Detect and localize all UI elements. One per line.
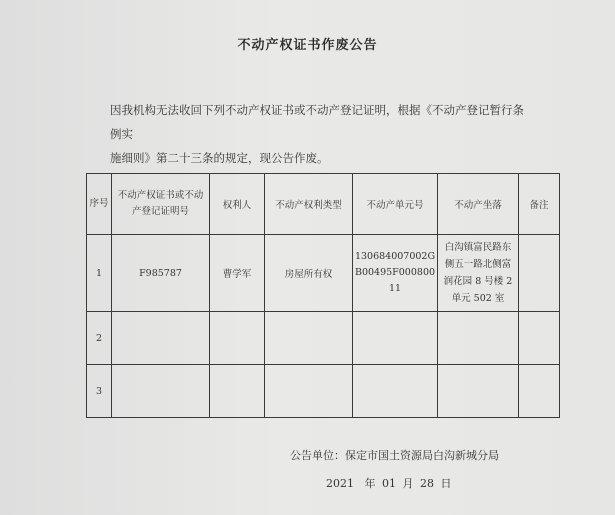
row2-location — [438, 312, 519, 365]
row2-seq: 2 — [87, 312, 112, 365]
row3-right-type — [265, 365, 353, 418]
header-cert-no-label: 不动产权证书或不动产登记证明号 — [117, 190, 204, 217]
row1-unit-no-line-2: B00495F000800 — [354, 267, 436, 278]
header-location — [438, 174, 519, 235]
paragraph-line-2: 施细则》第二十三条的规定，现公告作废。 — [110, 151, 329, 165]
row1-holder: 曹学军 — [210, 235, 265, 312]
row1-location — [438, 235, 519, 312]
row3-remark — [519, 365, 560, 418]
row1-unit-no — [353, 235, 438, 312]
header-unit-no — [353, 174, 438, 235]
table-header-row — [87, 174, 560, 235]
issuer-line: 公告单位：保定市国土资源局白沟新城分局 — [290, 449, 499, 462]
row1-seq: 1 — [87, 235, 112, 312]
row2-unit-no — [353, 312, 438, 365]
row1-cert-no: F985787 — [112, 235, 210, 312]
row2-cert-no — [112, 312, 210, 365]
header-holder — [210, 174, 265, 235]
announcement-paragraph — [110, 98, 530, 170]
header-right-type-label: 不动产权利类型 — [275, 200, 342, 211]
row1-location-line-1: 白沟镇富民路东 — [444, 242, 512, 253]
row3-seq: 3 — [87, 365, 112, 418]
row3-location — [438, 365, 519, 418]
table-row — [87, 312, 560, 365]
paragraph-line-1: 因我机构无法收回下列不动产权证书或不动产登记证明，根据《不动产登记暂行条例实 — [110, 103, 524, 141]
certificate-table — [86, 173, 560, 418]
header-remark-label: 备注 — [529, 200, 549, 211]
page-title: 不动产权证书作废公告 — [237, 38, 378, 53]
row1-unit-no-line-1: 130684007002G — [354, 251, 436, 262]
row2-holder — [210, 312, 265, 365]
header-holder-label: 权利人 — [222, 200, 252, 211]
header-cert-no — [112, 174, 210, 235]
row2-remark — [519, 312, 560, 365]
date-line — [326, 475, 455, 491]
row3-holder — [210, 365, 265, 418]
row3-unit-no — [353, 365, 438, 418]
header-seq — [87, 174, 112, 235]
row1-location-line-3: 润花园 8 号楼 2 — [443, 276, 513, 287]
row3-cert-no — [112, 365, 210, 418]
row2-right-type — [265, 312, 353, 365]
header-right-type — [265, 174, 353, 235]
row1-location-line-4: 单元 502 室 — [451, 293, 505, 304]
row1-unit-no-line-3: 11 — [388, 283, 402, 294]
date-rest: 年 01 月 28 日 — [364, 477, 452, 490]
date-year: 2021 — [326, 477, 354, 490]
header-seq-label: 序号 — [89, 198, 109, 209]
row1-location-line-2: 侧五一路北侧富 — [444, 259, 512, 270]
header-unit-no-label: 不动产单元号 — [366, 200, 424, 211]
header-remark — [519, 174, 560, 235]
table-row — [87, 365, 560, 418]
row1-right-type: 房屋所有权 — [265, 235, 353, 312]
row1-remark — [519, 235, 560, 312]
header-location-label: 不动产坐落 — [454, 200, 502, 211]
table-row — [87, 235, 560, 312]
